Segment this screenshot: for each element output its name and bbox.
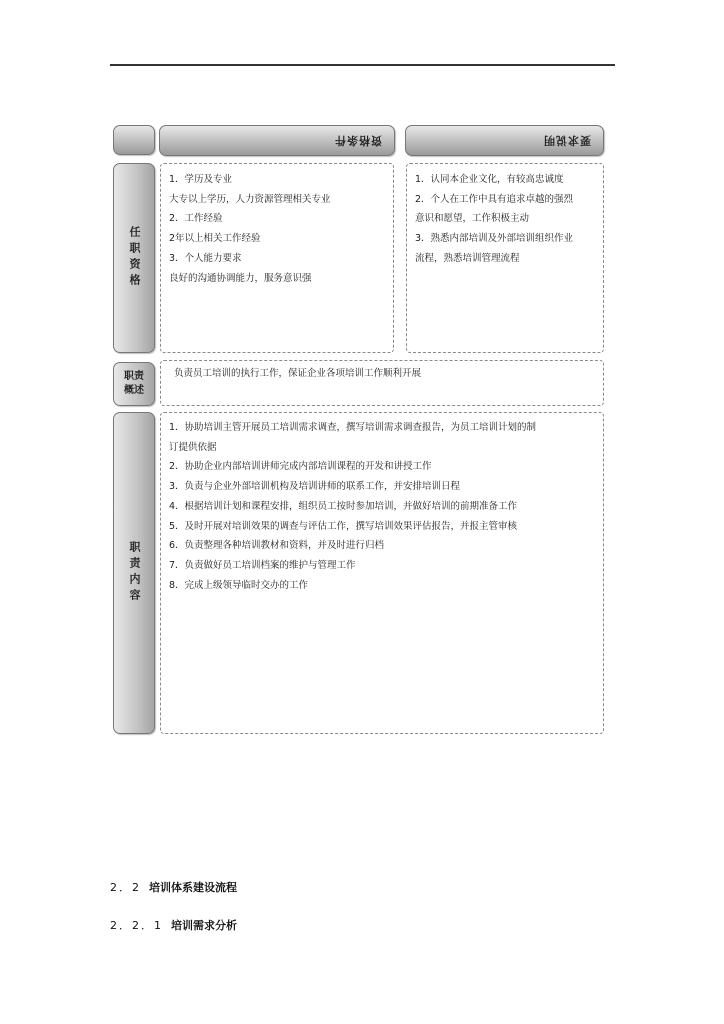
subsection-title: 培训需求分析: [171, 919, 237, 932]
summary-text: 负责员工培训的执行工作，保证企业各项培训工作顺利开展: [174, 368, 422, 379]
side-tab-duties: [113, 412, 155, 734]
side-label-duties: 职责内容: [128, 541, 141, 605]
section-number: 2．2: [110, 881, 141, 894]
qual-left-line: 大专以上学历，人力资源管理相关专业: [169, 193, 331, 205]
qual-right-line: 1．认同本企业文化，有较高忠诚度: [415, 174, 564, 185]
subsection-heading: [110, 917, 237, 933]
duty-line: 8．完成上级领导临时交办的工作: [169, 579, 309, 591]
duty-line: 4．根据培训计划和课程安排，组织员工按时参加培训，并做好培训的前期准备工作: [169, 500, 518, 512]
qual-right-line: 流程，熟悉培训管理流程: [415, 252, 520, 264]
qual-left-line: 3．个人能力要求: [169, 252, 242, 264]
header-tab-requirements: [405, 125, 604, 156]
qual-left-line: 良好的沟通协调能力，服务意识强: [169, 272, 312, 284]
duty-line: 6．负责整理各种培训教材和资料，并及时进行归档: [169, 540, 385, 552]
qual-right-line: 3．熟悉内部培训及外部培训组织作业: [415, 233, 574, 245]
header-tab-qualification-conditions: [159, 125, 395, 156]
duty-line: 1．协助培训主管开展员工培训需求调查，撰写培训需求调查报告，为员工培训计划的制: [169, 422, 537, 433]
duty-line: 2．协助企业内部培训讲师完成内部培训课程的开发和讲授工作: [169, 461, 432, 473]
corner-tab: [113, 125, 155, 155]
qual-left-line: 1．学历及专业: [169, 174, 233, 185]
duties-box: [160, 412, 604, 734]
qual-right-line: 意识和愿望，工作积极主动: [415, 213, 530, 225]
qual-left-line: 2．工作经验: [169, 213, 223, 225]
header-rule: [110, 64, 615, 66]
side-label-summary-1: 职责: [124, 371, 144, 382]
side-tab-summary: [113, 362, 155, 406]
side-tab-qualifications: [113, 163, 155, 353]
duty-line: 5．及时开展对培训效果的调查与评估工作，撰写培训效果评估报告，并报主管审核: [169, 520, 518, 532]
subsection-number: 2．2．1: [110, 919, 163, 932]
side-label-summary-2: 概述: [124, 385, 144, 396]
duty-line: 3．负责与企业外部培训机构及培训讲师的联系工作，并安排培训日程: [169, 481, 461, 493]
header-right-label: 要求说明: [543, 133, 591, 147]
section-title: 培训体系建设流程: [149, 881, 237, 894]
qualifications-right-box: [406, 163, 604, 353]
summary-box: [160, 360, 604, 406]
header-left-label: 资格条件: [334, 133, 382, 147]
section-heading: [110, 879, 237, 895]
qualifications-left-box: [160, 163, 394, 353]
side-label-qualifications: 任职资格: [128, 226, 141, 290]
qual-right-line: 2．个人在工作中具有追求卓越的强烈: [415, 193, 574, 205]
duty-line: 7．负责做好员工培训档案的维护与管理工作: [169, 559, 356, 571]
duty-line: 订提供依据: [169, 441, 217, 453]
qual-left-line: 2年以上相关工作经验: [169, 233, 261, 245]
